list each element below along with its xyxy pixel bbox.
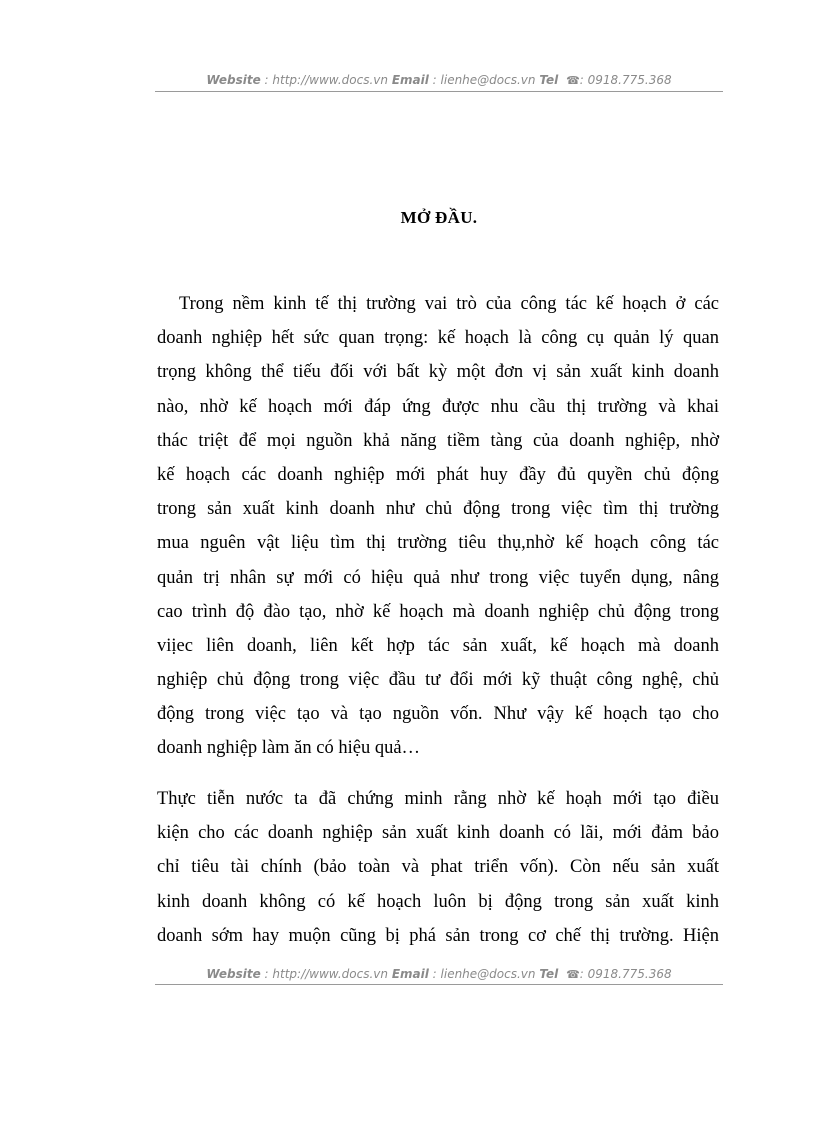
text-line: kiện cho các doanh nghiệp sản xuất kinh doanh có lãi, mới đảm bảo — [157, 823, 719, 844]
text-line: quản trị nhân sự mới có hiệu quả như trong việc tuyển dụng, nâng — [157, 567, 719, 588]
website-label: Website — [206, 967, 261, 981]
email-label: Email — [391, 73, 429, 87]
text-line: kinh doanh không có kế hoạch luôn bị động trong sản xuất kinh — [157, 891, 719, 912]
text-line: Thực tiễn nước ta đã chứng minh rằng nhờ kế hoạh mới tạo điều — [157, 789, 719, 809]
phone-icon: ☎ — [566, 968, 580, 981]
document-title: MỞ ĐẦU. — [400, 208, 478, 227]
phone-icon: ☎ — [566, 74, 580, 87]
tel-value: : 0918.775.368 — [579, 967, 672, 981]
text-line: trong sản xuất kinh doanh như chủ động trong việc tìm thị trường — [157, 499, 719, 520]
header-divider — [155, 91, 723, 92]
paragraph-2 — [157, 782, 719, 953]
text-line: kế hoạch các doanh nghiệp mới phát huy đầy đủ quyền chủ động — [157, 464, 719, 485]
footer-divider — [155, 984, 723, 985]
paragraph-1 — [157, 287, 719, 766]
text-line: doanh nghiệp hết sức quan trọng: kế hoạch là công cụ quản lý quan — [157, 328, 719, 349]
text-line: doanh sớm hay muộn cũng bị phá sản trong cơ chế thị trường. Hiện — [157, 925, 719, 946]
text-line: nghiệp chủ động trong việc đầu tư đổi mới kỹ thuật công nghệ, chủ — [157, 670, 719, 691]
tel-label: Tel — [539, 73, 559, 87]
text-line: động trong việc tạo và tạo nguồn vốn. Như vậy kế hoạch tạo cho — [157, 704, 719, 725]
email-value: : lienhe@docs.vn — [432, 967, 536, 981]
website-label: Website — [206, 73, 261, 87]
page-header — [155, 73, 723, 88]
text-line: thác triệt để mọi nguồn khả năng tiềm tàng của doanh nghiệp, nhờ — [157, 430, 719, 451]
text-line: doanh nghiệp làm ăn có hiệu quả… — [157, 738, 421, 759]
website-value: : http://www.docs.vn — [264, 967, 388, 981]
text-line: chỉ tiêu tài chính (bảo toàn và phat triển vốn). Còn nếu sản xuất — [157, 857, 719, 878]
text-line: trọng không thể tiếu đối với bất kỳ một đơn vị sản xuất kinh doanh — [157, 362, 719, 383]
text-line: mua nguên vật liệu tìm thị trường tiêu thụ,nhờ kế hoạch công tác — [157, 533, 719, 554]
text-line: cao trình độ đào tạo, nhờ kế hoạch mà doanh nghiệp chủ động trong — [157, 601, 719, 622]
text-line: nào, nhờ kế hoạch mới đáp ứng được nhu cầu thị trường và khai — [157, 396, 719, 417]
tel-value: : 0918.775.368 — [579, 73, 672, 87]
text-line: viịec liên doanh, liên kết hợp tác sản xuất, kế hoạch mà doanh — [157, 635, 719, 656]
email-label: Email — [391, 967, 429, 981]
tel-label: Tel — [539, 967, 559, 981]
email-value: : lienhe@docs.vn — [432, 73, 536, 87]
website-value: : http://www.docs.vn — [264, 73, 388, 87]
text-line: Trong nềm kinh tế thị trường vai trò của công tác kế hoạch ở các — [179, 294, 719, 314]
page-footer — [155, 967, 723, 982]
